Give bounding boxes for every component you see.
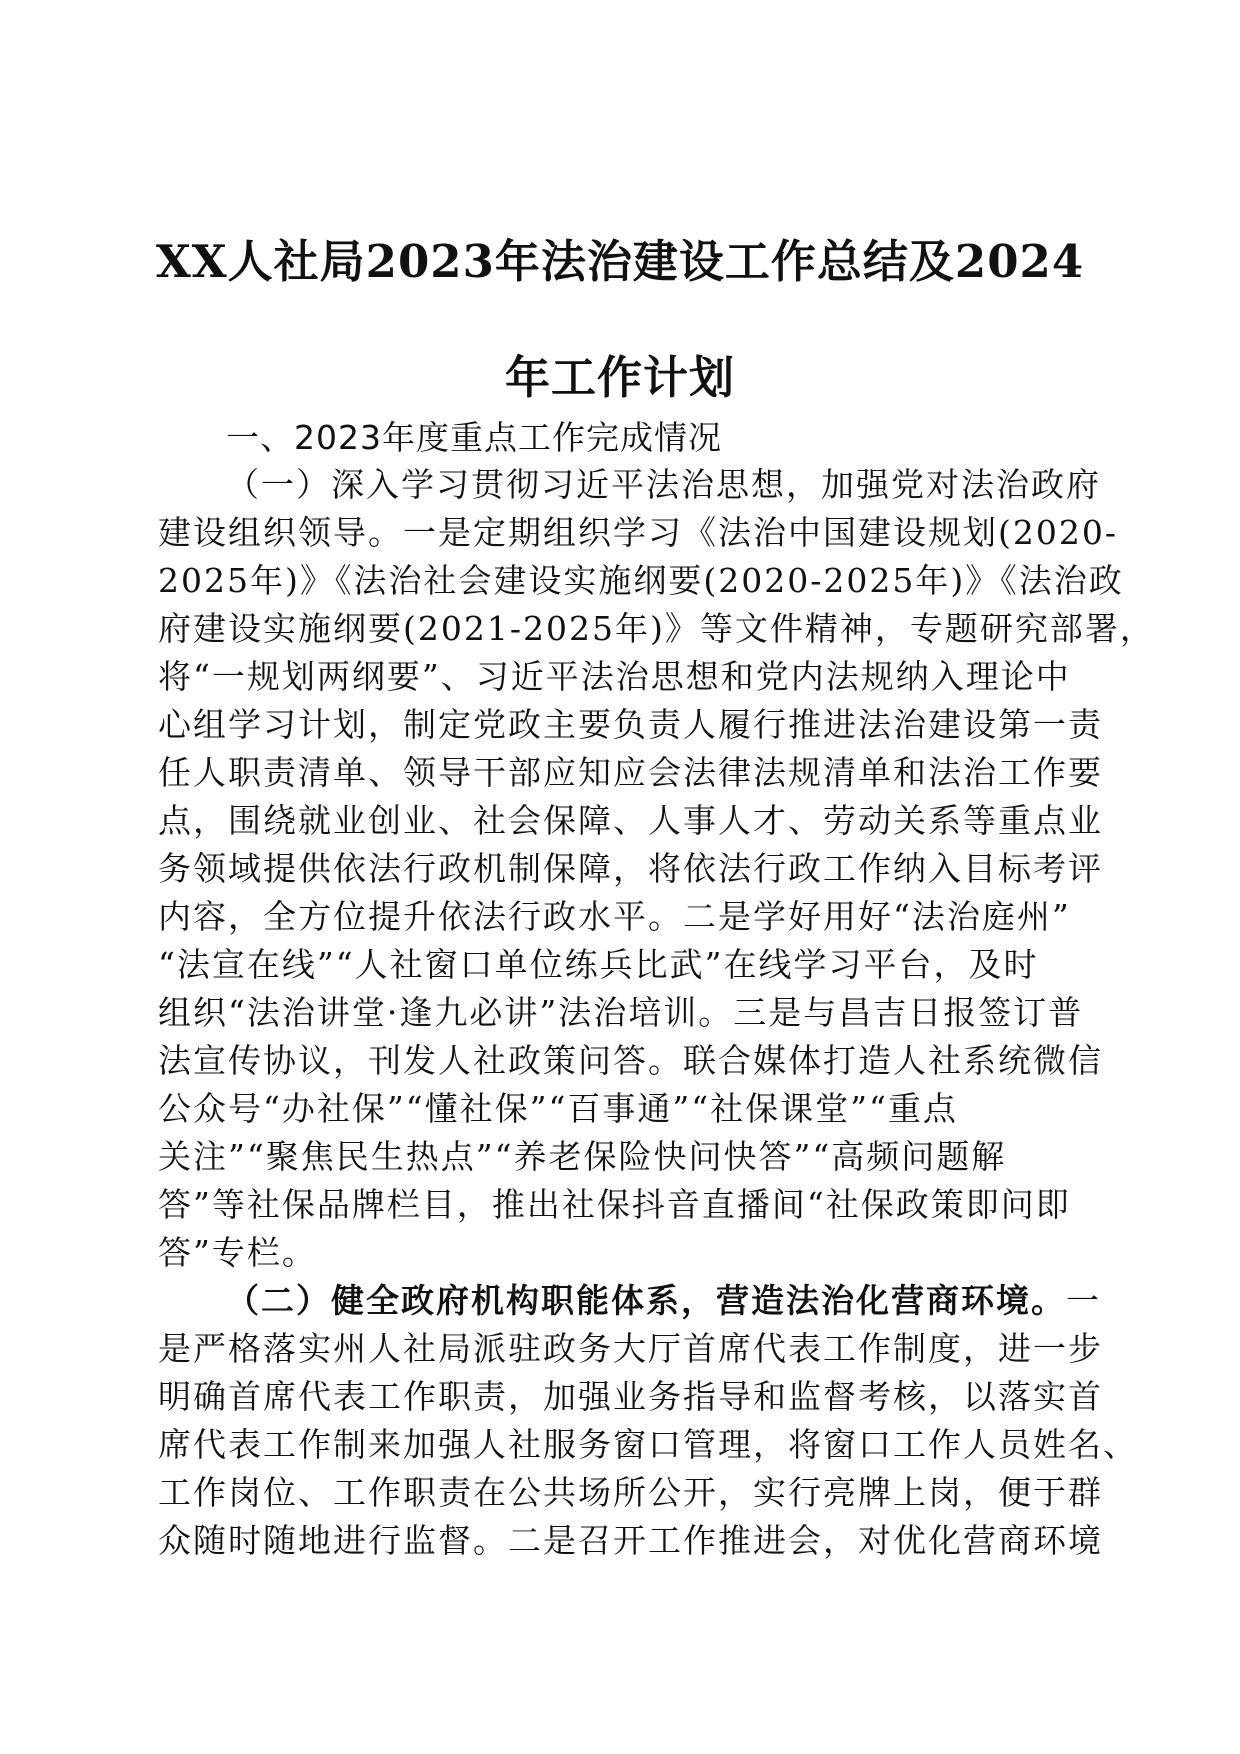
paragraph-2-line: 是严格落实州人社局派驻政务大厅首席代表工作制度，进一步 [158,1329,1103,1368]
document-title-line-2: 年工作计划 [504,351,735,404]
paragraph-1-line: 点，围绕就业创业、社会保障、人事人才、劳动关系等重点业 [158,801,1103,840]
paragraph-2-line: 众随时随地进行监督。二是召开工作推进会，对优化营商环境 [158,1521,1103,1560]
paragraph-1-line: 2025年)》《法治社会建设实施纲要(2020-2025年)》《法治政 [158,561,1124,600]
paragraph-1-line: 答”专栏。 [158,1233,317,1272]
paragraph-1-line: 公众号“办社保”“懂社保”“百事通”“社保课堂”“重点 [158,1089,958,1128]
paragraph-2-line: 席代表工作制来加强人社服务窗口管理，将窗口工作人员姓名、 [158,1425,1138,1464]
paragraph-1-line: 组织“法治讲堂·逢九必讲”法治培训。三是与昌吉日报签订普 [158,993,1084,1032]
paragraph-1-line: 法宣传协议，刊发人社政策问答。联合媒体打造人社系统微信 [158,1041,1103,1080]
paragraph-1-line: 务领域提供依法行政机制保障，将依法行政工作纳入目标考评 [158,849,1103,888]
paragraph-2-line: 明确首席代表工作职责，加强业务指导和监督考核，以落实首 [158,1377,1103,1416]
paragraph-2-lead: （二）健全政府机构职能体系，营造法治化营商环境。 [226,1281,1066,1320]
paragraph-1-line: 关注”“聚焦民生热点”“养老保险快问快答”“高频问题解 [158,1137,1007,1176]
paragraph-1-line: 将“一规划两纲要”、习近平法治思想和党内法规纳入理论中 [158,657,1071,696]
paragraph-2-first-line [226,1277,1146,1325]
paragraph-1-line: 内容，全方位提升依法行政水平。二是学好用好“法治庭州” [158,897,1071,936]
paragraph-1-lead: （一）深入学习贯彻习近平法治思想，加强党对法治政府 [226,465,1101,504]
paragraph-1-line: 心组学习计划，制定党政主要负责人履行推进法治建设第一责 [158,705,1103,744]
paragraph-1-line: 府建设实施纲要(2021-2025年)》等文件精神，专题研究部署， [158,609,1155,648]
document-title-line-1: XX人社局2023年法治建设工作总结及2024 [155,235,1085,288]
paragraph-1-line: 答”等社保品牌栏目，推出社保抖音直播间“社保政策即问即 [158,1185,1071,1224]
section-heading: 一、2023年度重点工作完成情况 [226,418,722,457]
paragraph-1-line: 任人职责清单、领导干部应知应会法律法规清单和法治工作要 [158,753,1103,792]
paragraph-2-line: 工作岗位、工作职责在公共场所公开，实行亮牌上岗，便于群 [158,1473,1103,1512]
paragraph-1-line: “法宣在线”“人社窗口单位练兵比武”在线学习平台，及时 [158,945,1039,984]
paragraph-2-lead-tail: 一 [1066,1281,1101,1320]
paragraph-1-line: 建设组织领导。一是定期组织学习《法治中国建设规划(2020- [158,513,1119,552]
